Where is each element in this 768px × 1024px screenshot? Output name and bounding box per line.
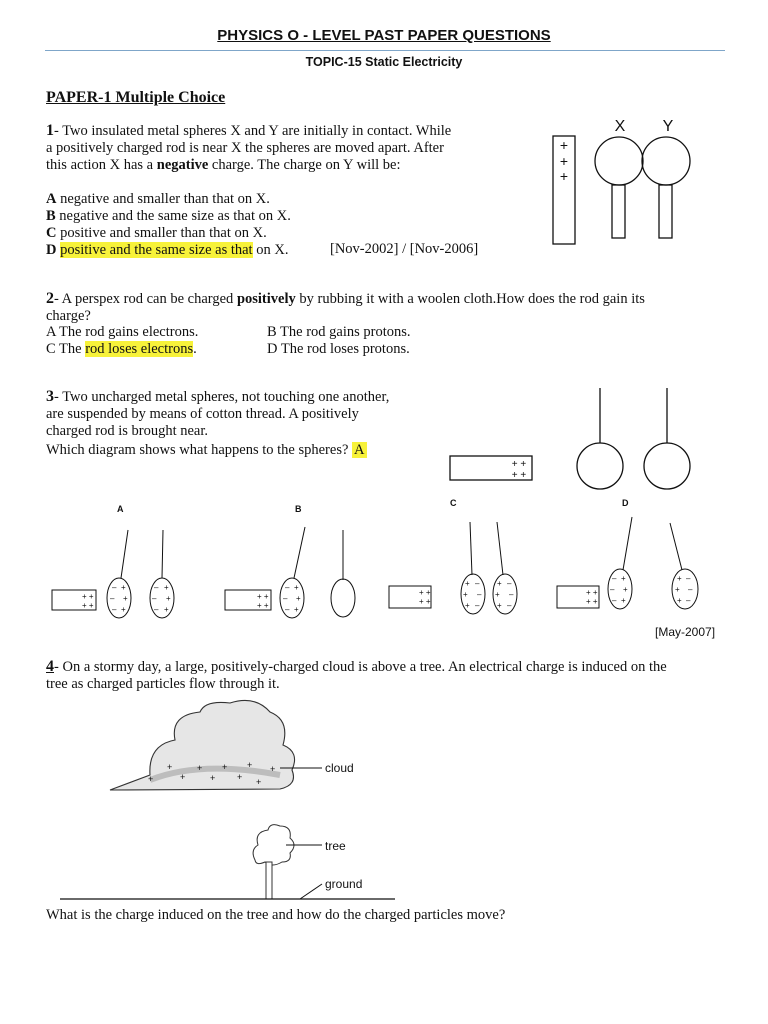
svg-text:+: + xyxy=(237,772,243,782)
page-title: PHYSICS O - LEVEL PAST PAPER QUESTIONS xyxy=(217,27,551,44)
svg-text:–: – xyxy=(475,579,480,588)
sphere-y-stand xyxy=(659,185,672,238)
svg-text:+: + xyxy=(294,583,299,592)
svg-text:+: + xyxy=(294,605,299,614)
sphere-x xyxy=(595,137,643,185)
q3-line-3: charged rod is brought near. xyxy=(46,423,209,439)
option-b-diagram xyxy=(225,527,355,618)
q2-text-1c: by rubbing it with a woolen cloth.How does the rod gain its xyxy=(295,291,645,307)
svg-text:–: – xyxy=(285,583,290,592)
svg-text:–: – xyxy=(686,574,691,583)
q2-number: 2 xyxy=(46,290,54,307)
q2-text-1a: A perspex rod can be charged xyxy=(61,291,237,307)
svg-text:–: – xyxy=(112,583,117,592)
q1-option-c-letter: C xyxy=(46,225,57,241)
q4-figure xyxy=(60,700,395,899)
q1-line-2: a positively charged rod is near X the spheres are moved apart. After xyxy=(46,140,444,156)
q1-option-d-text: on X. xyxy=(252,242,289,258)
q2-option-a: A The rod gains electrons. xyxy=(46,324,199,340)
svg-text:+: + xyxy=(123,594,128,603)
option-a-diagram xyxy=(52,530,174,618)
svg-text:+: + xyxy=(463,590,468,599)
question-3 xyxy=(46,388,446,459)
svg-text:+ +: + + xyxy=(257,592,269,601)
sphere-x-stand xyxy=(612,185,625,238)
q1-text-3c: charge. The charge on Y will be: xyxy=(208,157,401,173)
q4-question: What is the charge induced on the tree and how do the charged particles move? xyxy=(46,907,506,923)
svg-text:–: – xyxy=(112,605,117,614)
question-2 xyxy=(46,290,726,325)
q1-option-b-text: negative and the same size as that on X. xyxy=(55,208,291,224)
svg-text:+: + xyxy=(164,605,169,614)
tree-shape xyxy=(253,825,294,899)
q2-option-d: D The rod loses protons. xyxy=(267,341,410,357)
cloud-shape xyxy=(110,700,295,790)
q1-option-b-letter: B xyxy=(46,208,56,224)
q1-option-c-text: positive and smaller than that on X. xyxy=(56,225,267,241)
svg-text:+: + xyxy=(167,762,173,772)
option-diagrams xyxy=(52,498,698,618)
svg-text:–: – xyxy=(612,596,617,605)
q4-line-2: tree as charged particles flow through it. xyxy=(46,676,280,692)
q4-dash: - xyxy=(54,659,63,675)
tree-label: tree xyxy=(325,839,346,853)
q3-figure xyxy=(450,388,690,489)
q3-text-1: Two uncharged metal spheres, not touching one another, xyxy=(62,389,390,405)
q1-reference: [Nov-2002] / [Nov-2006] xyxy=(330,241,479,257)
svg-text:–: – xyxy=(686,596,691,605)
svg-text:–: – xyxy=(154,583,159,592)
svg-text:+: + xyxy=(148,774,154,784)
q1-option-d-letter: D xyxy=(46,242,57,258)
q1-option-a-text: negative and smaller than that on X. xyxy=(56,191,270,207)
svg-text:+: + xyxy=(497,579,502,588)
q2-option-c xyxy=(46,341,197,358)
svg-text:–: – xyxy=(507,579,512,588)
svg-text:+: + xyxy=(180,772,186,782)
svg-text:+ +: + + xyxy=(419,588,431,597)
q3-text-4: Which diagram shows what happens to the spheres? xyxy=(46,442,349,458)
q1-rod-plus: + xyxy=(559,137,569,153)
section-heading: PAPER-1 Multiple Choice xyxy=(46,89,226,106)
svg-text:+: + xyxy=(677,574,682,583)
svg-text:+: + xyxy=(675,585,680,594)
svg-text:–: – xyxy=(110,594,115,603)
svg-text:–: – xyxy=(509,590,514,599)
svg-text:+: + xyxy=(222,762,228,772)
ground-pointer xyxy=(300,884,322,899)
svg-text:–: – xyxy=(507,601,512,610)
q1-dash: - xyxy=(54,123,63,139)
q2-option-b: B The rod gains protons. xyxy=(267,324,411,340)
option-c-diagram xyxy=(389,522,517,614)
q1-number: 1 xyxy=(46,122,54,139)
topic-heading: TOPIC-15 Static Electricity xyxy=(305,55,463,69)
svg-text:–: – xyxy=(610,585,615,594)
svg-text:+ +: + + xyxy=(257,601,269,610)
q1-negative: negative xyxy=(156,157,209,173)
svg-text:+: + xyxy=(621,574,626,583)
svg-text:+: + xyxy=(210,773,216,783)
q3-dash: - xyxy=(54,389,63,405)
svg-text:–: – xyxy=(285,605,290,614)
question-4 xyxy=(46,658,736,693)
label-y: Y xyxy=(662,118,674,135)
q4-number: 4 xyxy=(46,658,54,675)
svg-text:+: + xyxy=(495,590,500,599)
q3-reference: [May-2007] xyxy=(655,625,716,639)
q1-figure xyxy=(553,118,690,244)
svg-text:+: + xyxy=(197,763,203,773)
svg-text:–: – xyxy=(477,590,482,599)
ground-label: ground xyxy=(325,877,363,891)
q3-line-1 xyxy=(46,388,446,406)
svg-text:+: + xyxy=(465,601,470,610)
q3-line-2: are suspended by means of cotton thread. A positively xyxy=(46,406,359,422)
svg-text:+ +: + + xyxy=(82,592,94,601)
option-label-d: D xyxy=(622,498,629,508)
svg-text:+: + xyxy=(677,596,682,605)
svg-text:+: + xyxy=(121,583,126,592)
q4-text-1: On a stormy day, a large, positively-charged cloud is above a tree. An electrical charge is induced on the xyxy=(62,659,667,675)
q1-text-3a: this action X has a xyxy=(46,157,157,173)
svg-text:+: + xyxy=(247,760,253,770)
q2-option-c-highlight: rod loses electrons xyxy=(85,341,194,357)
svg-text:+ +: + + xyxy=(586,597,598,606)
svg-text:+: + xyxy=(121,605,126,614)
sphere-y xyxy=(642,137,690,185)
svg-text:–: – xyxy=(612,574,617,583)
q1-rod-plus: + xyxy=(559,168,569,184)
svg-text:+: + xyxy=(623,585,628,594)
svg-text:–: – xyxy=(283,594,288,603)
cloud-label: cloud xyxy=(325,761,354,775)
q2-positively: positively xyxy=(236,291,296,307)
q2-option-c-pre: C The xyxy=(46,341,86,357)
svg-text:+: + xyxy=(164,583,169,592)
q3-answer-highlight: A xyxy=(354,442,365,458)
svg-text:–: – xyxy=(152,594,157,603)
q3-rod-charges: + + xyxy=(511,459,527,470)
q1-rod-plus: + xyxy=(559,153,569,169)
option-label-b: B xyxy=(295,504,302,514)
svg-text:+ +: + + xyxy=(586,588,598,597)
svg-text:–: – xyxy=(475,601,480,610)
svg-text:+: + xyxy=(270,764,276,774)
svg-text:+: + xyxy=(621,596,626,605)
svg-text:–: – xyxy=(688,585,693,594)
q3-sphere-right xyxy=(644,443,690,489)
option-d-diagram xyxy=(557,517,698,609)
q3-sphere-left xyxy=(577,443,623,489)
q2-line-2: charge? xyxy=(46,308,91,324)
q2-dash: - xyxy=(54,291,62,307)
q1-option-d-highlight: positive and the same size as that xyxy=(60,242,253,258)
q2-line-1 xyxy=(46,290,726,308)
option-label-c: C xyxy=(450,498,457,508)
option-label-a: A xyxy=(117,504,124,514)
q3-number: 3 xyxy=(46,388,54,405)
svg-text:+: + xyxy=(166,594,171,603)
label-x: X xyxy=(614,118,626,135)
svg-text:+: + xyxy=(256,777,262,787)
svg-text:–: – xyxy=(154,605,159,614)
svg-text:+: + xyxy=(296,594,301,603)
q3-rod-charges: + + xyxy=(511,470,527,481)
q4-line-1 xyxy=(46,658,736,676)
svg-text:+ +: + + xyxy=(419,597,431,606)
svg-text:+ +: + + xyxy=(82,601,94,610)
svg-text:+: + xyxy=(497,601,502,610)
q1-text-1: Two insulated metal spheres X and Y are initially in contact. While xyxy=(62,123,452,139)
q2-option-c-post: . xyxy=(193,341,197,357)
q1-option-a-letter: A xyxy=(46,191,57,207)
q3-line-4 xyxy=(46,442,446,459)
svg-text:+: + xyxy=(465,579,470,588)
